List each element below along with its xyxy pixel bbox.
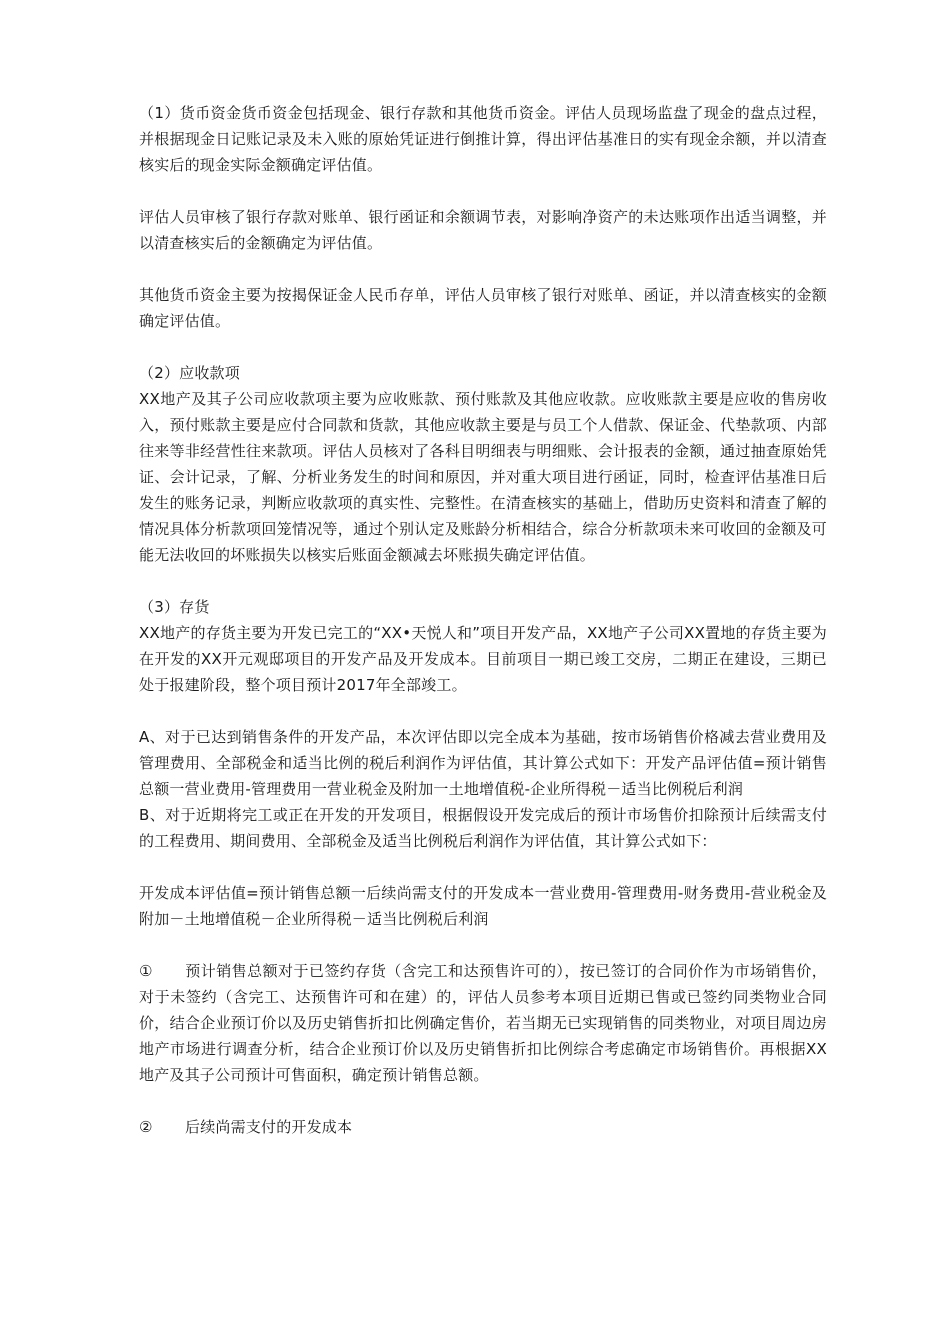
cash-paragraph: （1）货币资金货币资金包括现金、银行存款和其他货币资金。评估人员现场监盘了现金的盘点过程，并根据现金日记账记录及未入账的原始凭证进行倒推计算，得出评估基准日的实有现金余额，并以清查核实后的现金实际金额确定评估值。: [139, 104, 827, 174]
list-item-sales-total: [139, 958, 827, 1088]
development-cost-formula: 开发成本评估值=预计销售总额一后续尚需支付的开发成本一营业费用-管理费用-财务费用-营业税金及附加－土地增值税－企业所得税－适当比例税后利润: [139, 884, 827, 928]
receivables-heading: （2）应收款项: [139, 364, 240, 382]
receivables-paragraph: XX地产及其子公司应收款项主要为应收账款、预付账款及其他应收款。应收账款主要是应收的售房收入，预付账款主要是应付合同款和货款，其他应收款主要是与员工个人借款、保证金、代垫款项、内部往来等非经营性往来款项。评估人员核对了各科目明细表与明细账、会计报表的金额，通过抽查原始凭证、会计记录，了解、分析业务发生的时间和原因，并对重大项目进行函证，同时，检查评估基准日后发生的账务记录，判断应收款项的真实性、完整性。在清查核实的基础上，借助历史资料和清查了解的情况具体分析款项回笼情况等，通过个别认定及账龄分析相结合，综合分析款项未来可收回的金额及可能无法收回的坏账损失以核实后账面金额减去坏账损失确定评估值。: [139, 390, 827, 564]
item-number: ②: [139, 1118, 153, 1136]
inventory-heading: （3）存货: [139, 598, 210, 616]
item-text: 预计销售总额对于已签约存货（含完工和达预售许可的），按已签订的合同价作为市场销售价，对于未签约（含完工、达预售许可和在建）的，评估人员参考本项目近期已售或已签约同类物业合同价，结合企业预订价以及历史销售折扣比例确定售价，若当期无已实现销售的同类物业，对项目周边房地产市场进行调查分析，结合企业预订价以及历史销售折扣比例综合考虑确定市场销售价。再根据XX地产及其子公司预计可售面积，确定预计销售总额。: [139, 962, 827, 1084]
document-page: [139, 100, 827, 1140]
method-b-paragraph: B、对于近期将完工或正在开发的开发项目，根据假设开发完成后的预计市场售价扣除预计后续需支付的工程费用、期间费用、全部税金及适当比例税后利润作为评估值，其计算公式如下：: [139, 806, 827, 850]
other-funds-paragraph: 其他货币资金主要为按揭保证金人民币存单，评估人员审核了银行对账单、函证，并以清查核实的金额确定评估值。: [139, 286, 827, 330]
item-number: ①: [139, 962, 153, 980]
item-text: 后续尚需支付的开发成本: [185, 1118, 353, 1136]
list-item-remaining-cost: [139, 1114, 827, 1140]
method-a-paragraph: A、对于已达到销售条件的开发产品，本次评估即以完全成本为基础，按市场销售价格减去营业费用及管理费用、全部税金和适当比例的税后利润作为评估值，其计算公式如下：开发产品评估值=预计销售总额一营业费用-管理费用一营业税金及附加一土地增值税-企业所得税－适当比例税后利润: [139, 728, 827, 798]
bank-deposit-paragraph: 评估人员审核了银行存款对账单、银行函证和余额调节表，对影响净资产的未达账项作出适当调整，并以清查核实后的金额确定为评估值。: [139, 208, 827, 252]
inventory-paragraph: XX地产的存货主要为开发已完工的“XX•天悦人和”项目开发产品，XX地产子公司XX置地的存货主要为在开发的XX开元观邸项目的开发产品及开发成本。目前项目一期已竣工交房，二期正在建设，三期已处于报建阶段，整个项目预计2017年全部竣工。: [139, 624, 827, 694]
